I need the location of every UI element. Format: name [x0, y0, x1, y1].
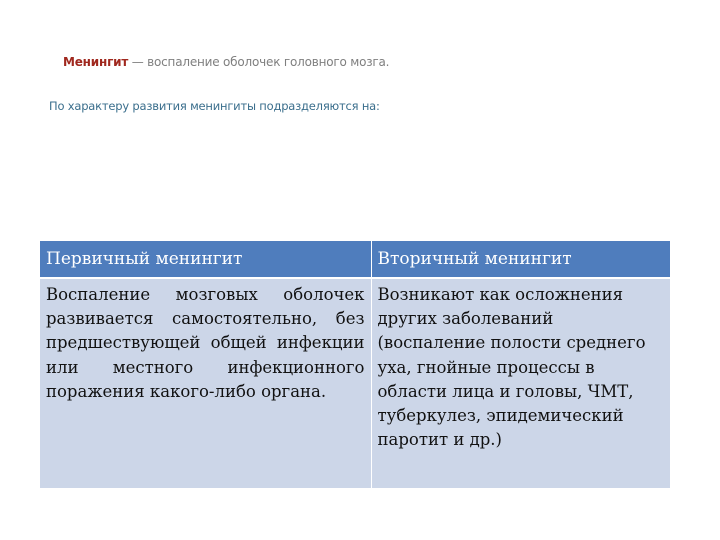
meningitis-comparison-table: [40, 241, 670, 488]
table-row: [40, 278, 670, 488]
header-secondary-meningitis: Вторичный менингит: [371, 241, 670, 278]
definition-heading: [63, 55, 389, 69]
term-definition: — воспаление оболочек головного мозга.: [128, 55, 390, 69]
table-header-row: [40, 241, 670, 278]
cell-secondary-description: Возникают как осложнения других заболеваний (воспаление полости среднего уха, гнойные процессы в области лица и головы, ЧМТ, туберкулез, эпидемический паротит и др.): [371, 278, 670, 488]
term-meningitis: Менингит: [63, 55, 129, 69]
classification-intro: По характеру развития менингиты подразделяются на:: [49, 99, 380, 113]
header-primary-meningitis: Первичный менингит: [40, 241, 371, 278]
cell-primary-description: Воспаление мозговых оболочек развивается самостоятельно, без предшествующей общей инфекции или местного инфекционного поражения какого-либо органа.: [40, 278, 371, 488]
